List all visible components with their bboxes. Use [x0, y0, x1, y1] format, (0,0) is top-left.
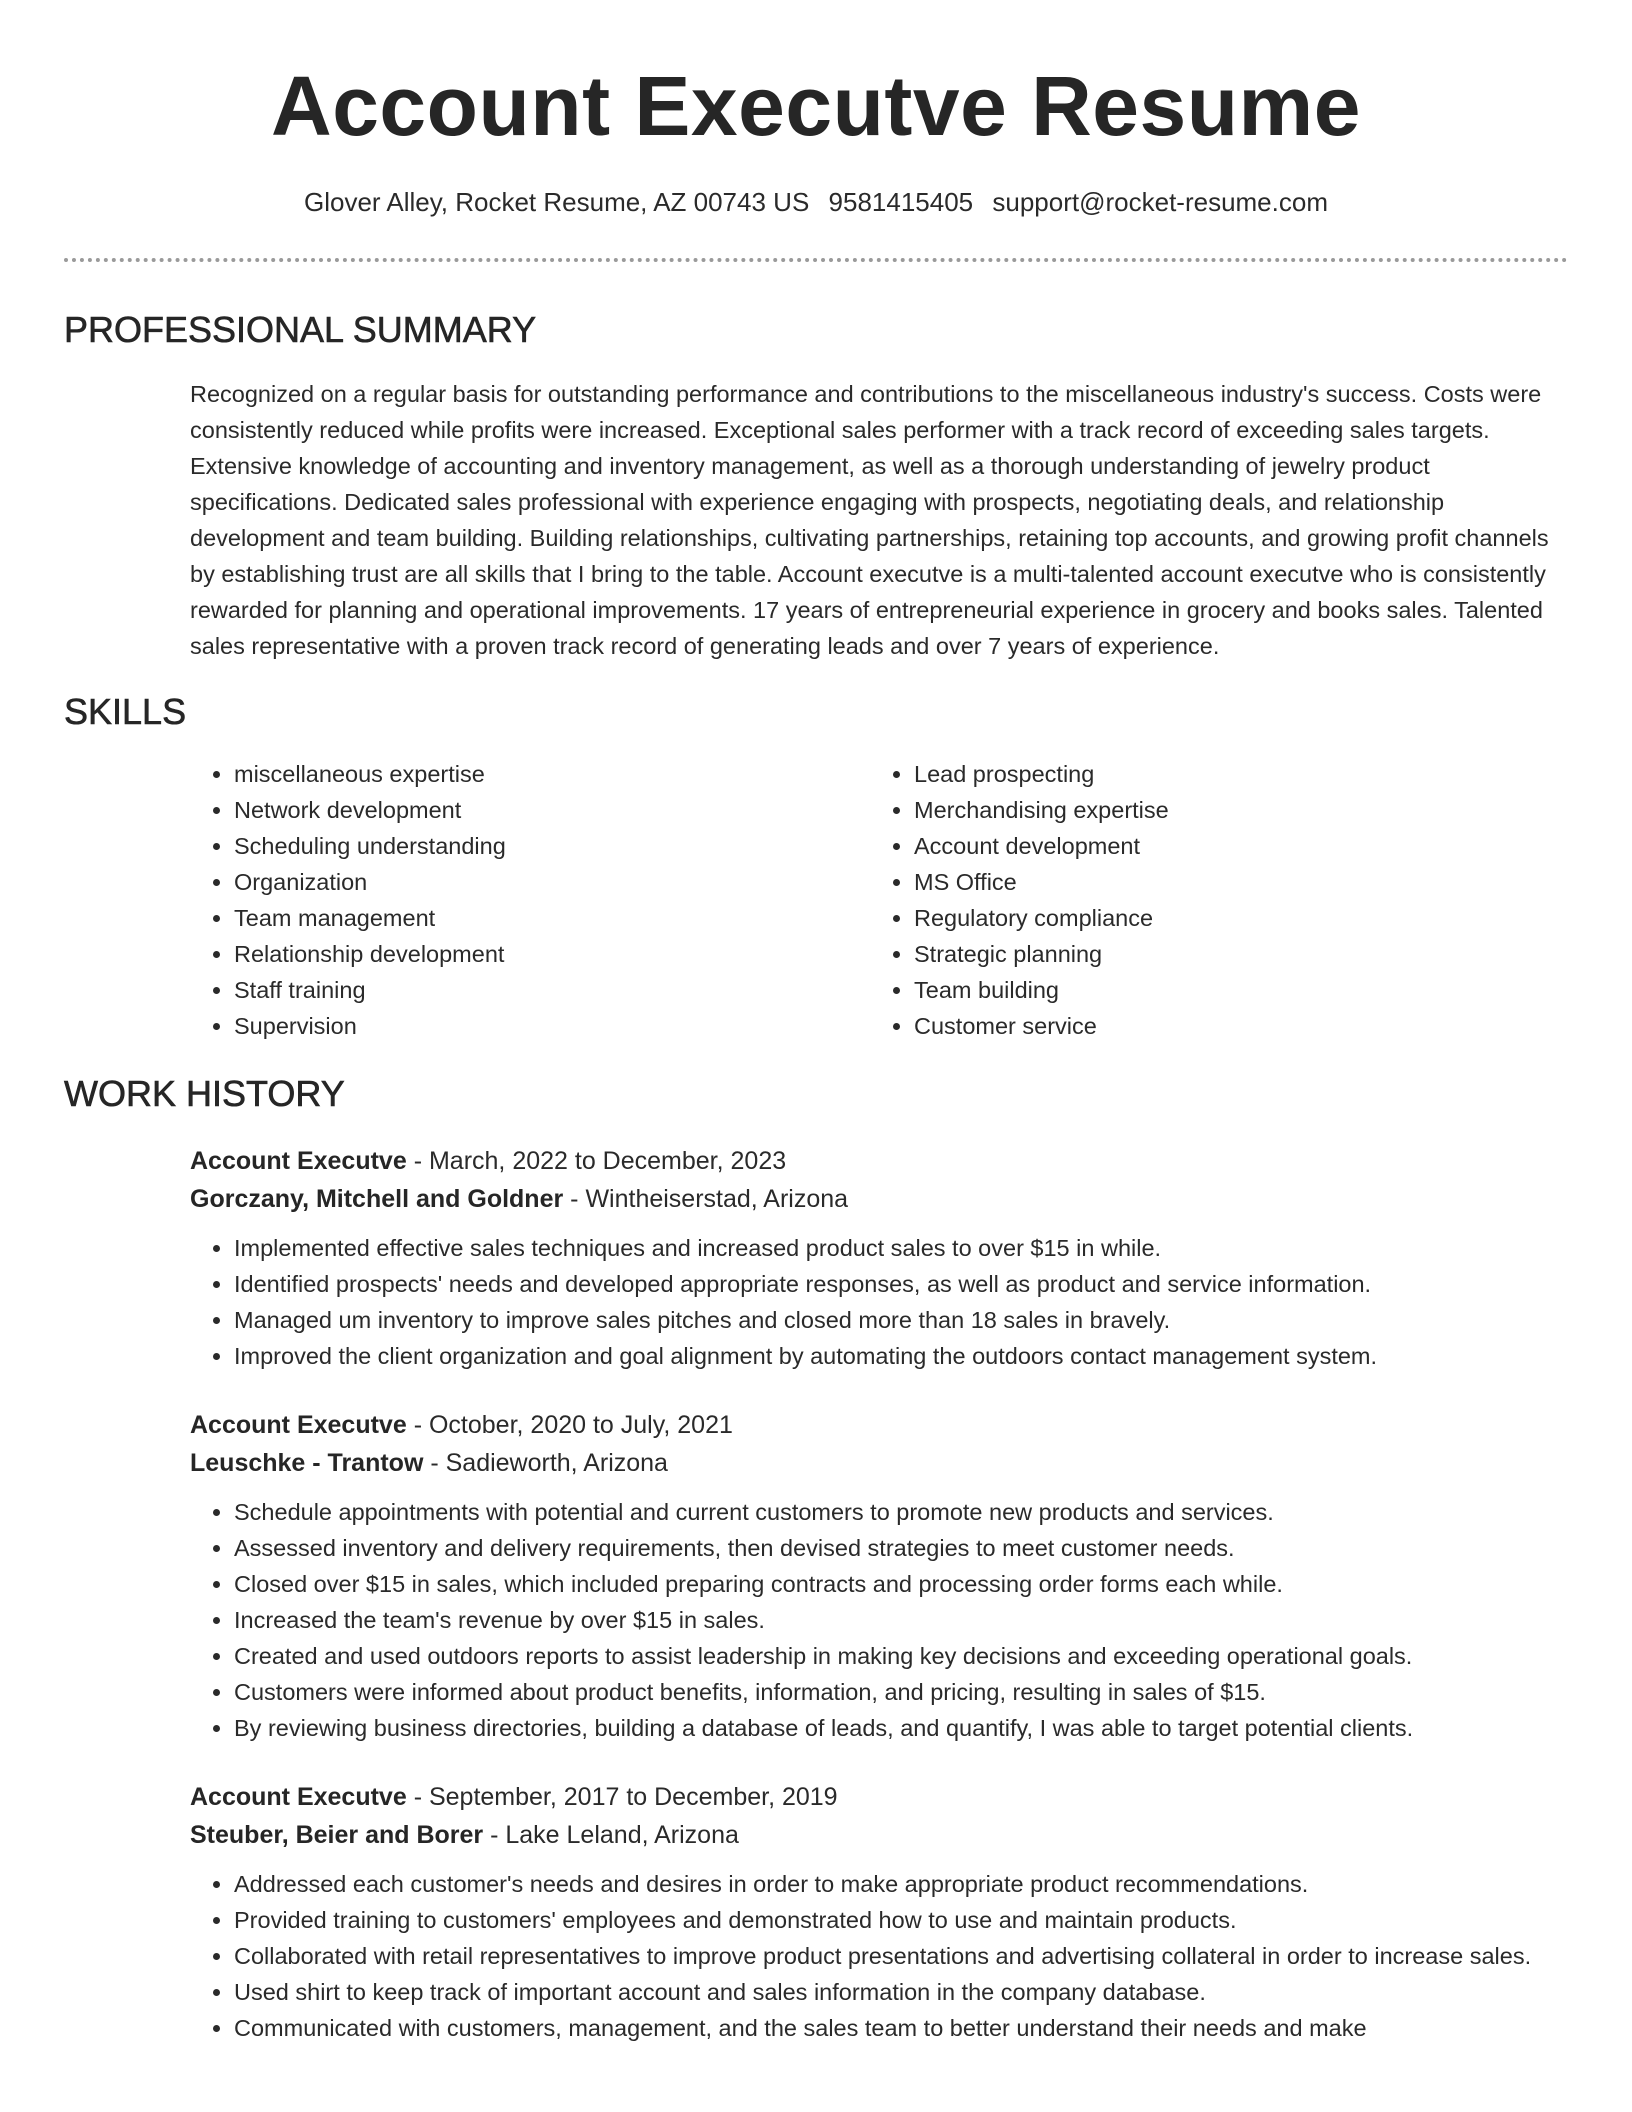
header-divider — [64, 258, 1568, 262]
job-company: Gorczany, Mitchell and Goldner — [190, 1185, 564, 1213]
separator: - — [406, 1411, 429, 1439]
job-company-line — [190, 1444, 1568, 1482]
skill-item: • Staff training — [234, 972, 870, 1008]
job-bullet: • Customers were informed about product benefits, information, and pricing, resulting in sales of $15. — [234, 1674, 1568, 1710]
job-bullet: • Collaborated with retail representatives to improve product presentations and advertising collateral in order to increase sales. — [234, 1938, 1568, 1974]
job-bullet: • Created and used outdoors reports to assist leadership in making key decisions and exceeding operational goals. — [234, 1638, 1568, 1674]
job-company: Steuber, Beier and Borer — [190, 1821, 484, 1849]
contact-phone: 9581415405 — [828, 187, 974, 217]
resume-page — [64, 0, 1568, 2046]
job-title-line — [190, 1142, 1568, 1180]
job-location: Lake Leland, Arizona — [505, 1821, 739, 1849]
skill-item: • Merchandising expertise — [914, 792, 1550, 828]
job-entry — [190, 1406, 1568, 1746]
job-bullet: • Addressed each customer's needs and desires in order to make appropriate product recommendations. — [234, 1866, 1568, 1902]
skill-item: • Regulatory compliance — [914, 900, 1550, 936]
job-location: Sadieworth, Arizona — [445, 1449, 668, 1477]
job-entry — [190, 1142, 1568, 1374]
skill-item: • Supervision — [234, 1008, 870, 1044]
separator: - — [423, 1449, 446, 1477]
job-bullet: • Managed um inventory to improve sales pitches and closed more than 18 sales in bravely. — [234, 1302, 1568, 1338]
job-bullets — [190, 1230, 1568, 1374]
skill-item: • MS Office — [914, 864, 1550, 900]
skill-item: • Account development — [914, 828, 1550, 864]
separator: - — [406, 1147, 429, 1175]
job-dates: March, 2022 to December, 2023 — [428, 1147, 787, 1175]
job-entry — [190, 1778, 1568, 2046]
job-bullet: • Closed over $15 in sales, which included preparing contracts and processing order forms each while. — [234, 1566, 1568, 1602]
skill-item: • Customer service — [914, 1008, 1550, 1044]
job-bullet: • Assessed inventory and delivery requirements, then devised strategies to meet customer needs. — [234, 1530, 1568, 1566]
contact-email: support@rocket-resume.com — [992, 187, 1328, 217]
contact-line — [64, 184, 1568, 220]
job-title-line — [190, 1778, 1568, 1816]
work-history-heading: WORK HISTORY — [64, 1073, 345, 1114]
job-title: Account Executve — [190, 1783, 407, 1811]
skills-column-left — [190, 756, 870, 1044]
job-bullet: • Used shirt to keep track of important account and sales information in the company database. — [234, 1974, 1568, 2010]
job-dates: October, 2020 to July, 2021 — [428, 1411, 733, 1439]
job-location: Wintheiserstad, Arizona — [585, 1185, 849, 1213]
job-bullet: • By reviewing business directories, building a database of leads, and quantify, I was able to target potential clients. — [234, 1710, 1568, 1746]
job-bullet: • Improved the client organization and goal alignment by automating the outdoors contact management system. — [234, 1338, 1568, 1374]
skill-item: • miscellaneous expertise — [234, 756, 870, 792]
job-title: Account Executve — [190, 1411, 407, 1439]
summary-heading: PROFESSIONAL SUMMARY — [64, 309, 537, 350]
separator: - — [406, 1783, 429, 1811]
job-bullet: • Identified prospects' needs and developed appropriate responses, as well as product and service information. — [234, 1266, 1568, 1302]
separator: - — [483, 1821, 506, 1849]
contact-address: Glover Alley, Rocket Resume, AZ 00743 US — [303, 187, 810, 217]
job-title: Account Executve — [190, 1147, 407, 1175]
skill-item: • Lead prospecting — [914, 756, 1550, 792]
job-bullet: • Implemented effective sales techniques and increased product sales to over $15 in while. — [234, 1230, 1568, 1266]
resume-title: Account Executve Resume — [271, 59, 1361, 153]
skill-item: • Team building — [914, 972, 1550, 1008]
skills-heading: SKILLS — [64, 691, 187, 732]
skill-item: • Organization — [234, 864, 870, 900]
job-bullets — [190, 1494, 1568, 1746]
job-dates: September, 2017 to December, 2019 — [428, 1783, 838, 1811]
job-company-line — [190, 1180, 1568, 1218]
job-bullets — [190, 1866, 1568, 2046]
separator: - — [563, 1185, 586, 1213]
job-company: Leuschke - Trantow — [190, 1449, 424, 1477]
skill-item: • Strategic planning — [914, 936, 1550, 972]
skill-item: • Team management — [234, 900, 870, 936]
skill-item: • Relationship development — [234, 936, 870, 972]
skills-grid — [190, 756, 1568, 1044]
job-company-line — [190, 1816, 1568, 1854]
summary-text: Recognized on a regular basis for outstanding performance and contributions to the miscellaneous industry's success. Costs were consistently reduced while profits were increased. Exceptional sales performer with a track record of exceeding sales targets. Extensive knowledge of accounting and inventory management, as well as a thorough understanding of jewelry product specifications. Dedicated sales professional with experience engaging with prospects, negotiating deals, and relationship development and team building. Building relationships, cultivating partnerships, retaining top accounts, and growing profit channels by establishing trust are all skills that I bring to the table. Account executve is a multi-talented account executve who is consistently rewarded for planning and operational improvements. 17 years of entrepreneurial experience in grocery and books sales. Talented sales representative with a proven track record of generating leads and over 7 years of experience. — [190, 381, 1549, 659]
job-bullet: • Provided training to customers' employees and demonstrated how to use and maintain products. — [234, 1902, 1568, 1938]
job-title-line — [190, 1406, 1568, 1444]
job-bullet: • Communicated with customers, management, and the sales team to better understand their needs and make — [234, 2010, 1568, 2046]
skills-column-right — [870, 756, 1550, 1044]
skill-item: • Network development — [234, 792, 870, 828]
job-bullet: • Increased the team's revenue by over $15 in sales. — [234, 1602, 1568, 1638]
skill-item: • Scheduling understanding — [234, 828, 870, 864]
job-bullet: • Schedule appointments with potential and current customers to promote new products and services. — [234, 1494, 1568, 1530]
